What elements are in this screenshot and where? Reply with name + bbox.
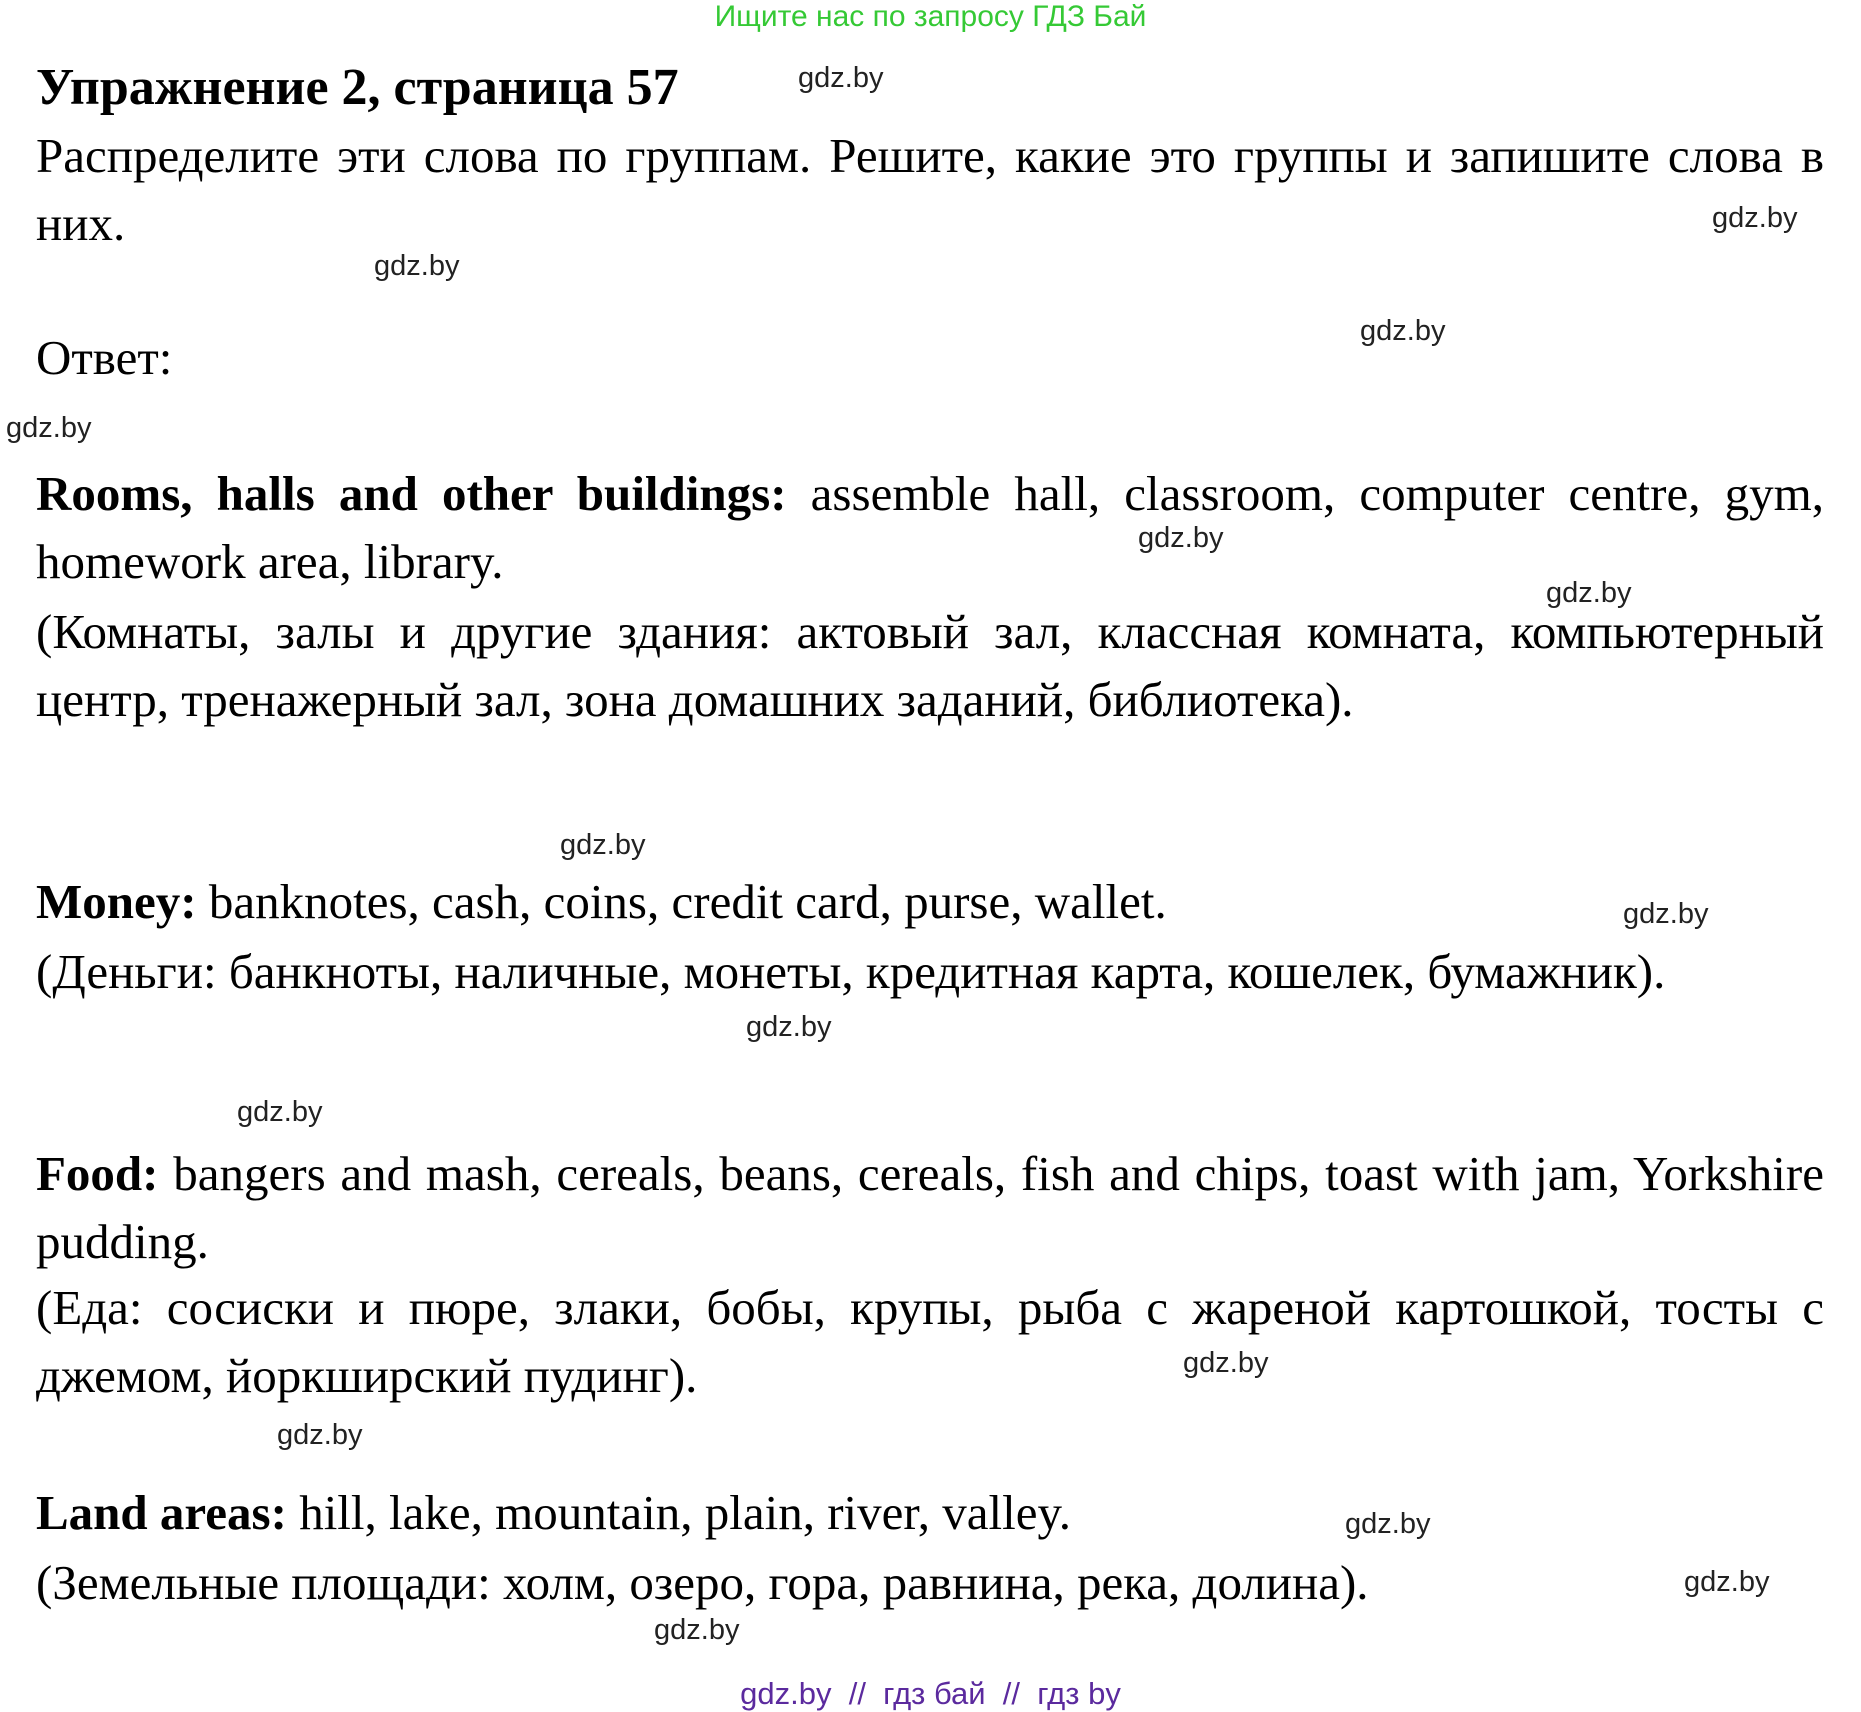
task-text: Распределите эти слова по группам. Решите, какие это группы и запишите слова в них. [36,128,1824,251]
watermark: gdz.by [1712,202,1798,234]
page-title: Упражнение 2, страница 57 [36,59,679,116]
watermark: gdz.by [1183,1347,1269,1379]
group-food-ru: (Еда: сосиски и пюре, злаки, бобы, крупы, рыба с жареной картошкой, тосты с джемом, йоркширский пудинг). [36,1280,1824,1403]
group-land-ru: (Земельные площади: холм, озеро, гора, равнина, река, долина). [36,1555,1369,1610]
group-term: Land areas: [36,1485,287,1540]
group-money-ru: (Деньги: банкноты, наличные, монеты, кредитная карта, кошелек, бумажник). [36,944,1666,999]
group-words: bangers and mash, cereals, beans, cereals, fish and chips, toast with jam, Yorkshire pudding. [36,1146,1824,1269]
watermark: gdz.by [654,1614,740,1646]
watermark: gdz.by [277,1419,363,1451]
search-banner[interactable]: Ищите нас по запросу ГДЗ Бай [714,0,1147,33]
watermark: gdz.by [374,250,460,282]
group-rooms-en [36,460,1824,596]
watermark: gdz.by [560,829,646,861]
answer-label: Ответ: [36,330,173,385]
group-food-en [36,1140,1824,1276]
footer-text[interactable]: gdz.by // гдз бай // гдз by [740,1676,1121,1711]
watermark: gdz.by [798,62,884,94]
group-money-en [36,868,1824,936]
group-term: Money: [36,874,197,929]
watermark: gdz.by [746,1011,832,1043]
watermark: gdz.by [237,1096,323,1128]
watermark: gdz.by [6,412,92,444]
watermark: gdz.by [1623,898,1709,930]
watermark: gdz.by [1360,315,1446,347]
group-words: hill, lake, mountain, plain, river, valley. [286,1485,1072,1540]
group-term: Rooms, halls and other buildings: [36,466,787,521]
watermark: gdz.by [1345,1508,1431,1540]
group-words: banknotes, cash, coins, credit card, purse, wallet. [196,874,1167,929]
footer-links[interactable] [0,1676,1861,1712]
watermark: gdz.by [1546,577,1632,609]
group-land-en [36,1479,1824,1547]
watermark: gdz.by [1684,1566,1770,1598]
group-rooms-ru: (Комнаты, залы и другие здания: актовый зал, классная комната, компьютерный центр, тренажерный зал, зона домашних заданий, библиотека). [36,604,1824,727]
watermark: gdz.by [1138,522,1224,554]
group-words: assemble hall, classroom, computer centre, gym, homework area, library. [36,466,1824,589]
group-term: Food: [36,1146,159,1201]
